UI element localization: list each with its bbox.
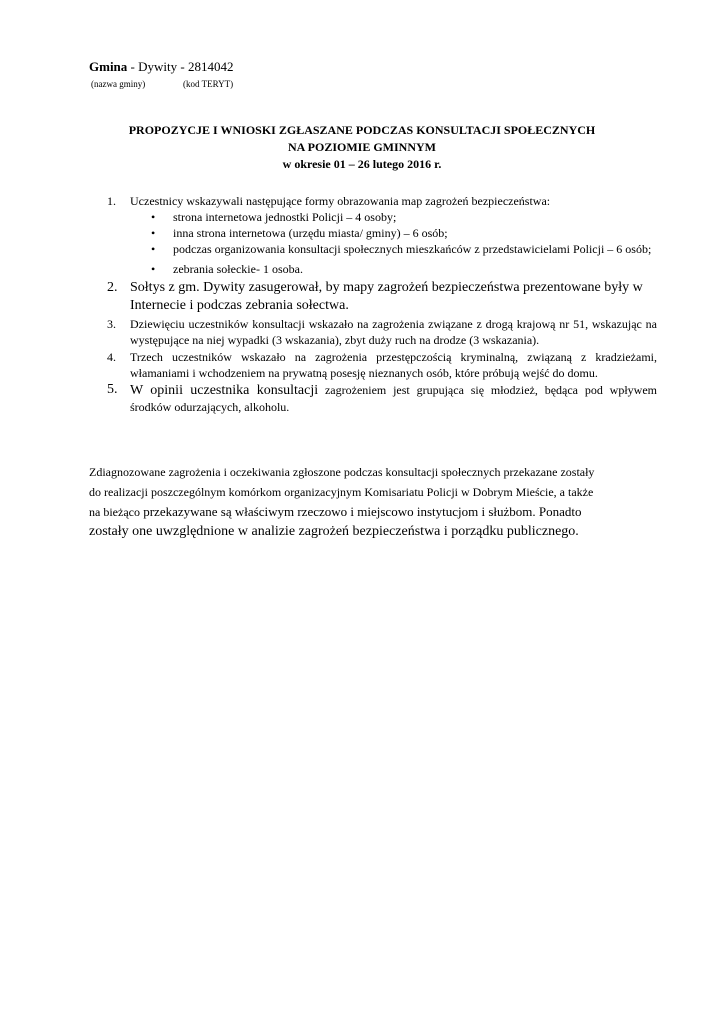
bullet-text: zebrania sołeckie- 1 osoba. xyxy=(173,262,303,276)
list-item-number: 5. xyxy=(107,382,118,397)
list-item-text xyxy=(130,382,657,415)
title-line-1: PROPOZYCJE I WNIOSKI ZGŁASZANE PODCZAS KONSULTACJI SPOŁECZNYCH xyxy=(128,123,596,137)
list-item-text: Trzech uczestników wskazało na zagrożenia przestępczością kryminalną, związaną z kradzieżami, włamaniami i wchodzeniem na prywatną posesję nieznanych osób, które próbują wejść do domu. xyxy=(130,350,657,380)
list-item-2 xyxy=(89,279,657,315)
list-item-text: Sołtys z gm. Dywity zasugerował, by mapy zagrożeń bezpieczeństwa prezentowane były w Internecie i podczas zebrania sołectwa. xyxy=(130,280,643,313)
list-item-number: 4. xyxy=(107,350,116,364)
list-item-text-rest: zagrożeniem jest grupująca się młodzież, będąca pod wpływem środków odurzających, alkoholu. xyxy=(130,383,657,414)
bullet-text: strona internetowa jednostki Policji – 4 osoby; xyxy=(173,210,397,224)
list-item-4 xyxy=(89,349,657,381)
list-item-5 xyxy=(89,382,657,415)
summary-line-4: zostały one uwzględnione w analizie zagrożeń bezpieczeństwa i porządku publicznego. xyxy=(89,524,579,539)
gmina-name-caption: (nazwa gminy) xyxy=(91,79,146,89)
list-item-text: Uczestnicy wskazywali następujące formy obrazowania map zagrożeń bezpieczeństwa: xyxy=(130,194,551,208)
gmina-header xyxy=(89,59,233,75)
gmina-label: Gmina xyxy=(89,59,128,74)
bullet-icon: • xyxy=(151,210,156,224)
bullet-item xyxy=(130,225,657,241)
list-item-number: 3. xyxy=(107,317,116,331)
list-item-number: 2. xyxy=(107,280,118,295)
title-line-3: w okresie 01 – 26 lutego 2016 r. xyxy=(282,157,442,171)
teryt-code-caption: (kod TERYT) xyxy=(183,79,234,89)
list-item-text: Dziewięciu uczestników konsultacji wskazało na zagrożenia związane z drogą krajową nr 51, wskazując na występujące na niej wypadki (3 wskazania), zbyt duży ruch na drodze (3 wskazania). xyxy=(130,317,657,347)
bullet-icon: • xyxy=(151,226,156,240)
list-item-1 xyxy=(89,193,657,277)
title-line-2: NA POZIOMIE GMINNYM xyxy=(288,140,436,154)
bullet-item xyxy=(130,261,657,277)
gmina-value: - Dywity - 2814042 xyxy=(127,59,234,74)
proposals-list xyxy=(89,193,657,415)
summary-line-1: Zdiagnozowane zagrożenia i oczekiwania zgłoszone podczas konsultacji społecznych przekazane zostały xyxy=(89,465,595,479)
summary-line-3 xyxy=(89,502,658,522)
document-title xyxy=(60,122,664,173)
bullet-list xyxy=(130,209,657,277)
bullet-icon: • xyxy=(151,262,156,276)
summary-line-3-rest: przekazywane są właściwym rzeczowo i miejscowo instytucjom i służbom. Ponadto xyxy=(139,504,582,519)
summary-line-3-lead: na bieżąco xyxy=(89,505,140,519)
bullet-text: podczas organizowania konsultacji społecznych mieszkańców z przedstawicielami Policji – 6 osób; xyxy=(173,242,652,256)
bullet-text: inna strona internetowa (urzędu miasta/ gminy) – 6 osób; xyxy=(173,226,448,240)
bullet-item xyxy=(130,241,657,257)
list-item-3 xyxy=(89,316,657,348)
summary-paragraph xyxy=(89,462,658,542)
bullet-item xyxy=(130,209,657,225)
bullet-icon: • xyxy=(151,242,156,256)
list-item-number: 1. xyxy=(107,194,116,208)
summary-line-2: do realizacji poszczególnym komórkom organizacyjnym Komisariatu Policji w Dobrym Mieście, a także xyxy=(89,485,594,499)
list-item-text-lead: W opinii uczestnika konsultacji xyxy=(130,383,319,398)
